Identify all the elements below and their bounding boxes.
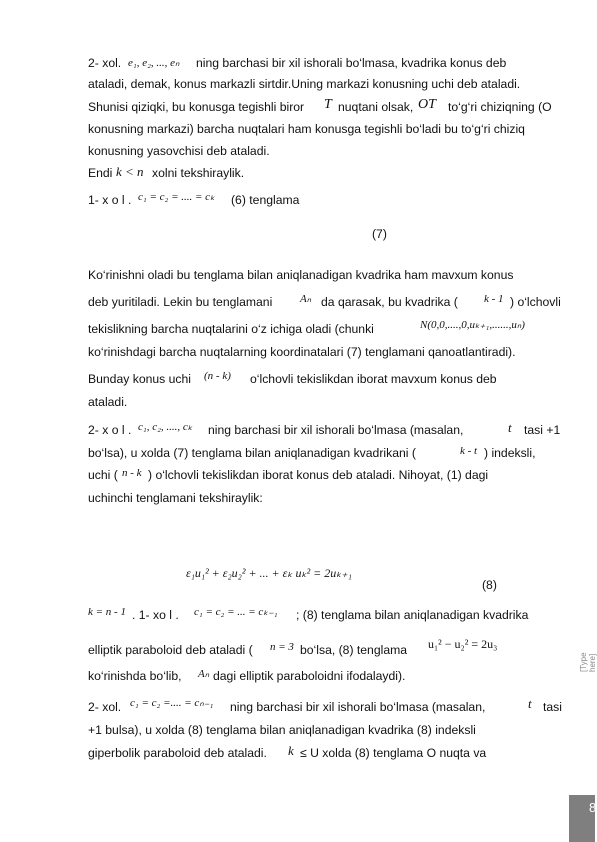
math-expression: Aₙ [198, 668, 210, 680]
text-line: 2- x o l . [88, 423, 132, 437]
equation-number: (7) [372, 227, 387, 241]
text-line: nuqtani olsak, [338, 100, 414, 114]
text-line: elliptik paraboloid deb ataladi ( [88, 643, 253, 657]
text-line: (6) tenglama [231, 193, 300, 207]
text-line: Bunday konus uchi [88, 372, 191, 386]
text-line: 2- xol. [88, 56, 122, 70]
math-expression: k < n [116, 164, 144, 179]
text-line: ) o‘lchovli [510, 295, 561, 309]
text-line: ning barchasi bir xil ishorali bo‘lmasa, kvadrika konus deb [196, 56, 507, 70]
math-expression: ε₁u₁² + ε₂u₂² + ... + εₖ uₖ² = 2uₖ₊₁ [186, 566, 352, 580]
text-line: ) indeksli, [484, 446, 536, 460]
text-line: ko‘rinishdagi barcha nuqtalarning koordinatalari (7) tenglamani qanoatlantiradi). [88, 345, 516, 359]
math-expression: e₁, e₂, ..., eₙ [128, 57, 180, 69]
text-line: xolni tekshiraylik. [152, 166, 245, 180]
text-line: ning barchasi bir xil ishorali bo‘lmasa (masalan, [208, 423, 464, 437]
text-line: tasi +1 [524, 423, 561, 437]
text-line: ataladi. [88, 395, 128, 409]
math-expression: T [324, 97, 332, 112]
math-expression: c₁ = c₂ =.... = cₙ₋₁ [130, 697, 214, 709]
math-expression: t [528, 696, 532, 711]
math-expression: OT [418, 97, 436, 112]
math-expression: u₁² − u₂² = 2u₃ [428, 637, 498, 651]
text-line: Shunisi qiziqki, bu konusga tegishli biror [88, 100, 305, 114]
text-line: ) o‘lchovli tekislikdan iborat konus deb ataladi. Nihoyat, (1) dagi [148, 468, 489, 482]
math-expression: k = n - 1 [88, 606, 126, 618]
math-expression: k - 1 [484, 293, 504, 305]
text-line: o‘lchovli tekislikdan iborat mavxum konus deb [250, 372, 497, 386]
math-expression: (n - k) [204, 370, 231, 382]
text-line: Endi [88, 166, 113, 180]
text-line: bo‘lsa), u xolda (7) tenglama bilan aniqlanadigan kvadrikani ( [88, 446, 416, 460]
math-expression: c₁ = c₂ = ... = cₖ₋₁ [194, 606, 278, 618]
text-line: Ko‘rinishni oladi bu tenglama bilan aniqlanadigan kvadrika ham mavxum konus [88, 268, 514, 282]
math-expression: t [508, 420, 512, 435]
text-line: konusning yasovchisi deb ataladi. [88, 144, 270, 158]
text-line: 2- xol. [88, 700, 122, 714]
page-number: 8 [589, 800, 597, 815]
math-expression: n - k [122, 467, 142, 479]
equation-number: (8) [482, 578, 497, 592]
text-line: uchi ( [88, 468, 118, 482]
text-line: bo‘lsa, (8) tenglama [300, 643, 408, 657]
math-expression: N(0,0,....,0,uₖ₊₁,......,uₙ) [420, 319, 525, 331]
text-line: . 1- xo l . [132, 608, 179, 622]
math-expression: c₁, c₂, ...., cₖ [138, 421, 193, 433]
text-line: dagi elliptik paraboloidni ifodalaydi). [213, 669, 406, 683]
text-line: +1 bulsa), u xolda (8) tenglama bilan aniqlanadigan kvadrika (8) indeksli [88, 723, 476, 737]
text-line: konusning markazi) barcha nuqtalari ham konusga tegishli bo‘ladi bu to‘g‘ri chiziq [88, 122, 525, 136]
text-line: ; (8) tenglama bilan aniqlanadigan kvadrika [296, 608, 529, 622]
text-line: ≤ U xolda (8) tenglama O nuqta va [300, 746, 487, 760]
text-line: ko‘rinishda bo‘lib, [88, 669, 182, 683]
math-expression: c₁ = c₂ = .... = cₖ [138, 191, 215, 203]
math-expression: k - t [460, 445, 478, 457]
math-expression: Aₙ [300, 293, 312, 305]
side-placeholder-label: [Type here] [579, 652, 597, 672]
text-line: 1- x o l . [88, 193, 132, 207]
text-line: da qarasak, bu kvadrika ( [321, 295, 458, 309]
text-line: to‘g‘ri chiziqning (O [448, 100, 552, 114]
math-expression: k [288, 743, 294, 758]
text-line: tasi [543, 700, 562, 714]
text-line: ataladi, demak, konus markazli sirtdir.Uning markazi konusning uchi deb ataladi. [88, 77, 521, 91]
text-line: tekislikning barcha nuqtalarini o‘z ichiga oladi (chunki [88, 322, 374, 336]
text-line: deb yuritiladi. Lekin bu tenglamani [88, 295, 273, 309]
math-expression: n = 3 [270, 641, 294, 653]
text-line: ning barchasi bir xil ishorali bo‘lmasa (masalan, [230, 700, 486, 714]
text-line: uchinchi tenglamani tekshiraylik: [88, 491, 263, 505]
text-line: giperbolik paraboloid deb ataladi. [88, 746, 267, 760]
